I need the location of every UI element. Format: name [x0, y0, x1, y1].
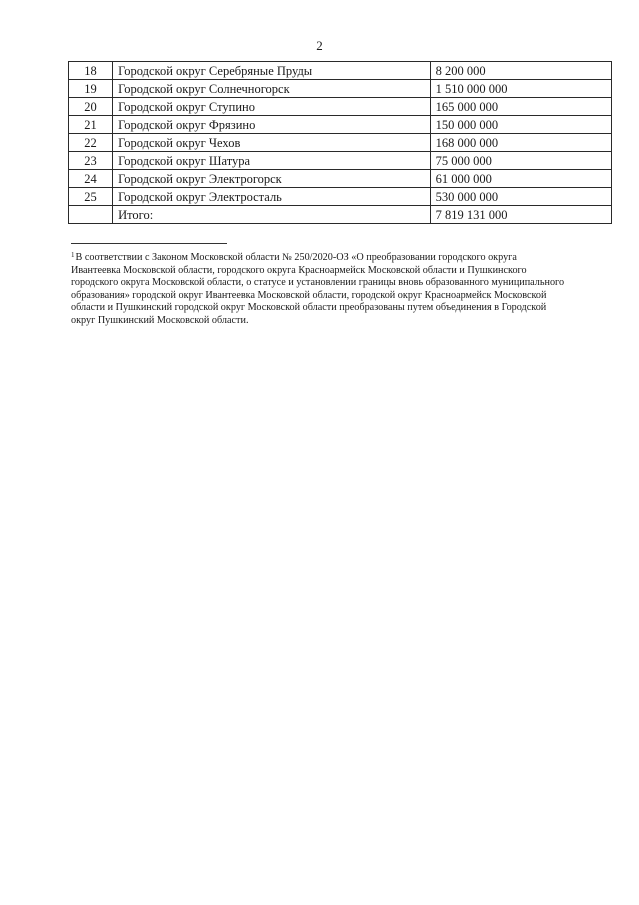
table-row [69, 80, 612, 98]
footnote-marker: 1 [71, 251, 75, 259]
table-row [69, 98, 612, 116]
amount: 75 000 000 [430, 152, 611, 170]
district-name: Городской округ Электрогорск [113, 170, 431, 188]
row-number: 21 [69, 116, 113, 134]
table-row [69, 152, 612, 170]
allocation-table [68, 61, 612, 224]
total-label: Итого: [113, 206, 431, 224]
total-number-cell [69, 206, 113, 224]
row-number: 25 [69, 188, 113, 206]
district-name: Городской округ Чехов [113, 134, 431, 152]
amount: 168 000 000 [430, 134, 611, 152]
table-row [69, 170, 612, 188]
row-number: 24 [69, 170, 113, 188]
row-number: 23 [69, 152, 113, 170]
district-name: Городской округ Солнечногорск [113, 80, 431, 98]
row-number: 22 [69, 134, 113, 152]
table-row [69, 62, 612, 80]
district-name: Городской округ Фрязино [113, 116, 431, 134]
district-name: Городской округ Серебряные Пруды [113, 62, 431, 80]
total-amount: 7 819 131 000 [430, 206, 611, 224]
amount: 8 200 000 [430, 62, 611, 80]
amount: 150 000 000 [430, 116, 611, 134]
district-name: Городской округ Шатура [113, 152, 431, 170]
row-number: 18 [69, 62, 113, 80]
footnote-line [71, 249, 611, 265]
footnote-line: округ Пушкинский Московской области. [71, 314, 249, 326]
amount: 1 510 000 000 [430, 80, 611, 98]
table-row [69, 134, 612, 152]
district-name: Городской округ Ступино [113, 98, 431, 116]
total-row [69, 206, 612, 224]
footnote-line: Ивантеевка Московской области, городского округа Красноармейск Московской области и Пушкинского [71, 264, 527, 276]
footnote [71, 249, 611, 328]
footnote-separator [71, 243, 227, 244]
footnote-line: городского округа Московской области, о статусе и установлении границы вновь образованного муниципального [71, 277, 565, 289]
district-name: Городской округ Электросталь [113, 188, 431, 206]
table-row [69, 116, 612, 134]
footnote-line: образования» городской округ Ивантеевка Московской области, городской округ Красноармейск Московской [71, 289, 547, 301]
page-number: 2 [316, 38, 323, 53]
row-number: 20 [69, 98, 113, 116]
amount: 61 000 000 [430, 170, 611, 188]
footnote-text: В соответствии с Законом Московской области № 250/2020-ОЗ «О преобразовании городского округа [75, 252, 517, 263]
amount: 530 000 000 [430, 188, 611, 206]
amount: 165 000 000 [430, 98, 611, 116]
footnote-line: области и Пушкинский городской округ Московской области преобразованы путем объединения в Городской [71, 302, 547, 314]
row-number: 19 [69, 80, 113, 98]
table-row [69, 188, 612, 206]
